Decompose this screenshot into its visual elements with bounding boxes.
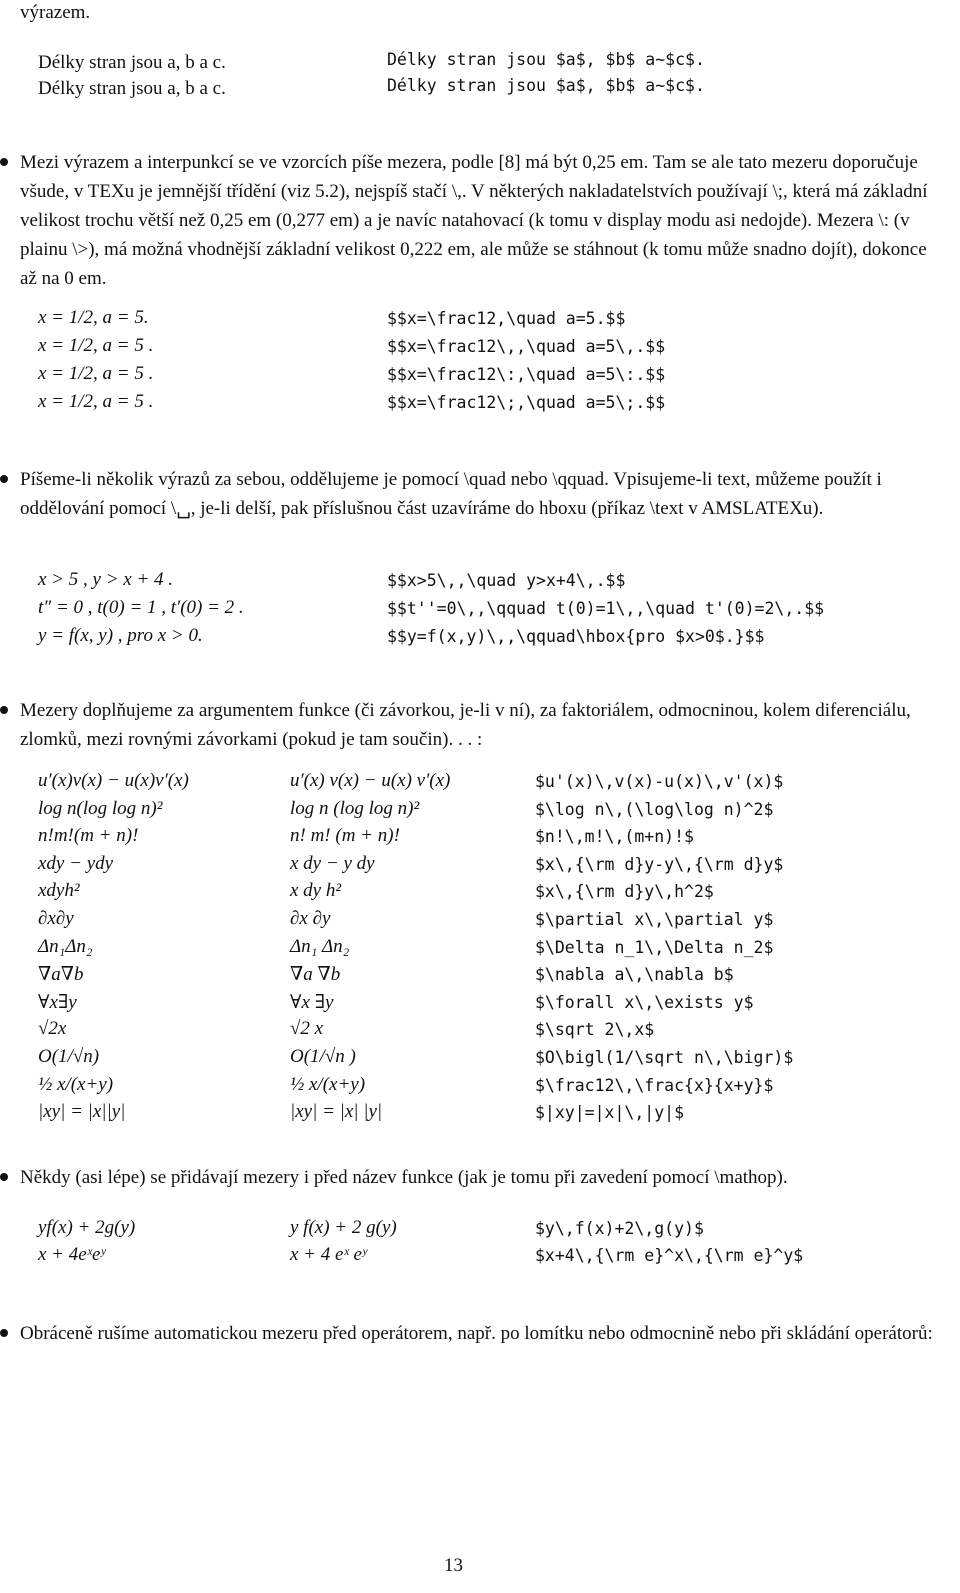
plain-cell: |xy| = |x||y| [38,1101,126,1123]
bullet-paragraph-5 [20,1319,945,1348]
spaced-cell: ∇a ∇b [290,964,341,986]
paragraph-text: Obráceně rušíme automatickou mezeru před operátorem, např. po lomítku nebo odmocnině nebo při skládání operátorů: [20,1323,933,1344]
bullet-marker [0,475,8,483]
pair-source-1: Délky stran jsou $a$, $b$ a~$c$. [387,50,705,69]
rendered-math: y = f(x, y) , pro x > 0. [38,625,203,646]
spaced-cell: n! m! (m + n)! [290,825,400,847]
bullet-marker [0,158,8,166]
source-cell: $x\,{\rm d}y-y\,{\rm d}y$ [535,854,784,874]
paragraph-text: Píšeme-li několik výrazů za sebou, oddělujeme je pomocí \quad nebo \qquad. Vpisujeme-li text, můžeme použít i oddělování pomocí \␣, je-li delší, pak příslušnou část uzavíráme do hboxu (příkaz \text v AMSLATEXu). [20,469,882,519]
source-cell: $\Delta n_1\,\Delta n_2$ [535,937,774,957]
pair-source-2: Délky stran jsou $a$, $b$ a~$c$. [387,76,705,95]
plain-cell: log n(log log n)² [38,797,163,819]
plain-cell: xdy − ydy [38,852,114,874]
bullet-paragraph-2 [20,465,945,523]
source-cell: $\partial x\,\partial y$ [535,910,774,929]
plain-cell: n!m!(m + n)! [38,825,139,847]
paragraph-text: Mezery doplňujeme za argumentem funkce (či závorkou, je-li v ní), za faktoriálem, odmocninou, kolem diferenciálu, zlomků, mezi rovnými závorkami (pokud je tam součin). . . : [20,700,911,750]
source-code: $$y=f(x,y)\,,\qquad\hbox{pro $x>0$.}$$ [387,627,765,646]
source-cell: $\frac12\,\frac{x}{x+y}$ [535,1075,774,1095]
rendered-math: x = 1/2, a = 5. [38,307,149,328]
plain-cell: ½ x/(x+y) [38,1073,114,1095]
source-cell: $n!\,m!\,(m+n)!$ [535,827,694,847]
plain-cell: ∇a∇b [38,964,84,986]
rendered-math: x = 1/2, a = 5 . [38,363,154,384]
pair-rendered-2: Délky stran jsou a, b a c. [38,78,226,99]
bullet-marker [0,706,8,714]
source-code: $$x=\frac12,\quad a=5.$$ [387,309,626,328]
continued-text: výrazem. [20,2,91,23]
plain-cell: √2x [38,1018,67,1040]
source-cell: $\log n\,(\log\log n)^2$ [535,799,774,819]
plain-cell: ∀x∃y [38,991,77,1013]
spaced-cell: x dy − y dy [290,852,375,874]
rendered-math: x = 1/2, a = 5 . [38,335,154,356]
bullet-paragraph-4 [20,1163,945,1192]
rendered-math: x > 5 , y > x + 4 . [38,569,174,590]
source-cell: $|xy|=|x|\,|y|$ [535,1103,685,1123]
bullet-paragraph-1 [20,148,945,293]
plain-cell: yf(x) + 2g(y) [38,1217,136,1238]
source-cell: $\forall x\,\exists y$ [535,992,754,1012]
bullet-paragraph-3 [20,696,945,754]
spaced-cell: x + 4 eˣ eʸ [290,1244,367,1265]
spaced-cell: O(1/√n ) [290,1046,356,1067]
source-code: $$x=\frac12\,,\quad a=5\,.$$ [387,337,666,356]
spaced-cell: √2 x [290,1018,324,1040]
source-cell: $x+4\,{\rm e}^x\,{\rm e}^y$ [535,1246,804,1265]
plain-cell: x + 4eˣeʸ [38,1244,106,1265]
plain-cell: Δn₁Δn₂ [38,935,93,957]
source-code: $$x=\frac12\;,\quad a=5\;.$$ [387,393,666,412]
plain-cell: u′(x)v(x) − u(x)v′(x) [38,770,189,791]
spaced-cell: log n (log log n)² [290,797,420,819]
bullet-marker [0,1173,8,1181]
source-cell: $\sqrt 2\,x$ [535,1020,655,1040]
spaced-cell: u′(x) v(x) − u(x) v′(x) [290,770,451,791]
source-cell: $\nabla a\,\nabla b$ [535,965,734,985]
spaced-cell: ½ x/(x+y) [290,1073,366,1095]
source-cell: $O\bigl(1/\sqrt n\,\bigr)$ [535,1048,794,1067]
plain-cell: xdyh² [38,880,80,902]
source-code: $$x>5\,,\quad y>x+4\,.$$ [387,571,626,590]
spaced-cell: |xy| = |x| |y| [290,1101,383,1123]
source-code: $$x=\frac12\:,\quad a=5\:.$$ [387,365,666,384]
pair-rendered-1: Délky stran jsou a, b a c. [38,52,226,73]
source-code: $$t''=0\,,\qquad t(0)=1\,,\quad t'(0)=2\,.$$ [387,599,825,618]
plain-cell: O(1/√n) [38,1046,100,1067]
rendered-math: x = 1/2, a = 5 . [38,391,154,412]
source-cell: $y\,f(x)+2\,g(y)$ [535,1219,704,1238]
spaced-cell: ∀x ∃y [290,991,334,1013]
spaced-cell: y f(x) + 2 g(y) [290,1217,397,1238]
rendered-math: t″ = 0 , t(0) = 1 , t′(0) = 2 . [38,597,244,618]
spaced-cell: Δn₁ Δn₂ [290,935,350,957]
page-number: 13 [444,1555,463,1576]
paragraph-text: Mezi výrazem a interpunkcí se ve vzorcích píše mezera, podle [8] má být 0,25 em. Tam se ale tato mezeru doporučuje všude, v TEXu je jemnější třídění (viz 5.2), nejspíš stačí \,. V některých nakladatelstvích používají \;, která má základní velikost trochu větší než 0,25 em (0,277 em) a je navíc natahovací (k tomu v display modu asi nedojde). Mezera \: (v plainu \>), má možná vhodnější základní velikost 0,222 em, ale může se stáhnout (k tomu může snadno dojít), dokonce až na 0 em. [20,152,928,289]
plain-cell: ∂x∂y [38,908,74,929]
bullet-marker [0,1329,8,1337]
source-cell: $x\,{\rm d}y\,h^2$ [535,882,714,902]
spaced-cell: x dy h² [290,880,342,902]
paragraph-text: Někdy (asi lépe) se přidávají mezery i před název funkce (jak je tomu při zavedení pomocí \mathop). [20,1167,788,1188]
spaced-cell: ∂x ∂y [290,908,331,929]
source-cell: $u'(x)\,v(x)-u(x)\,v'(x)$ [535,772,784,791]
